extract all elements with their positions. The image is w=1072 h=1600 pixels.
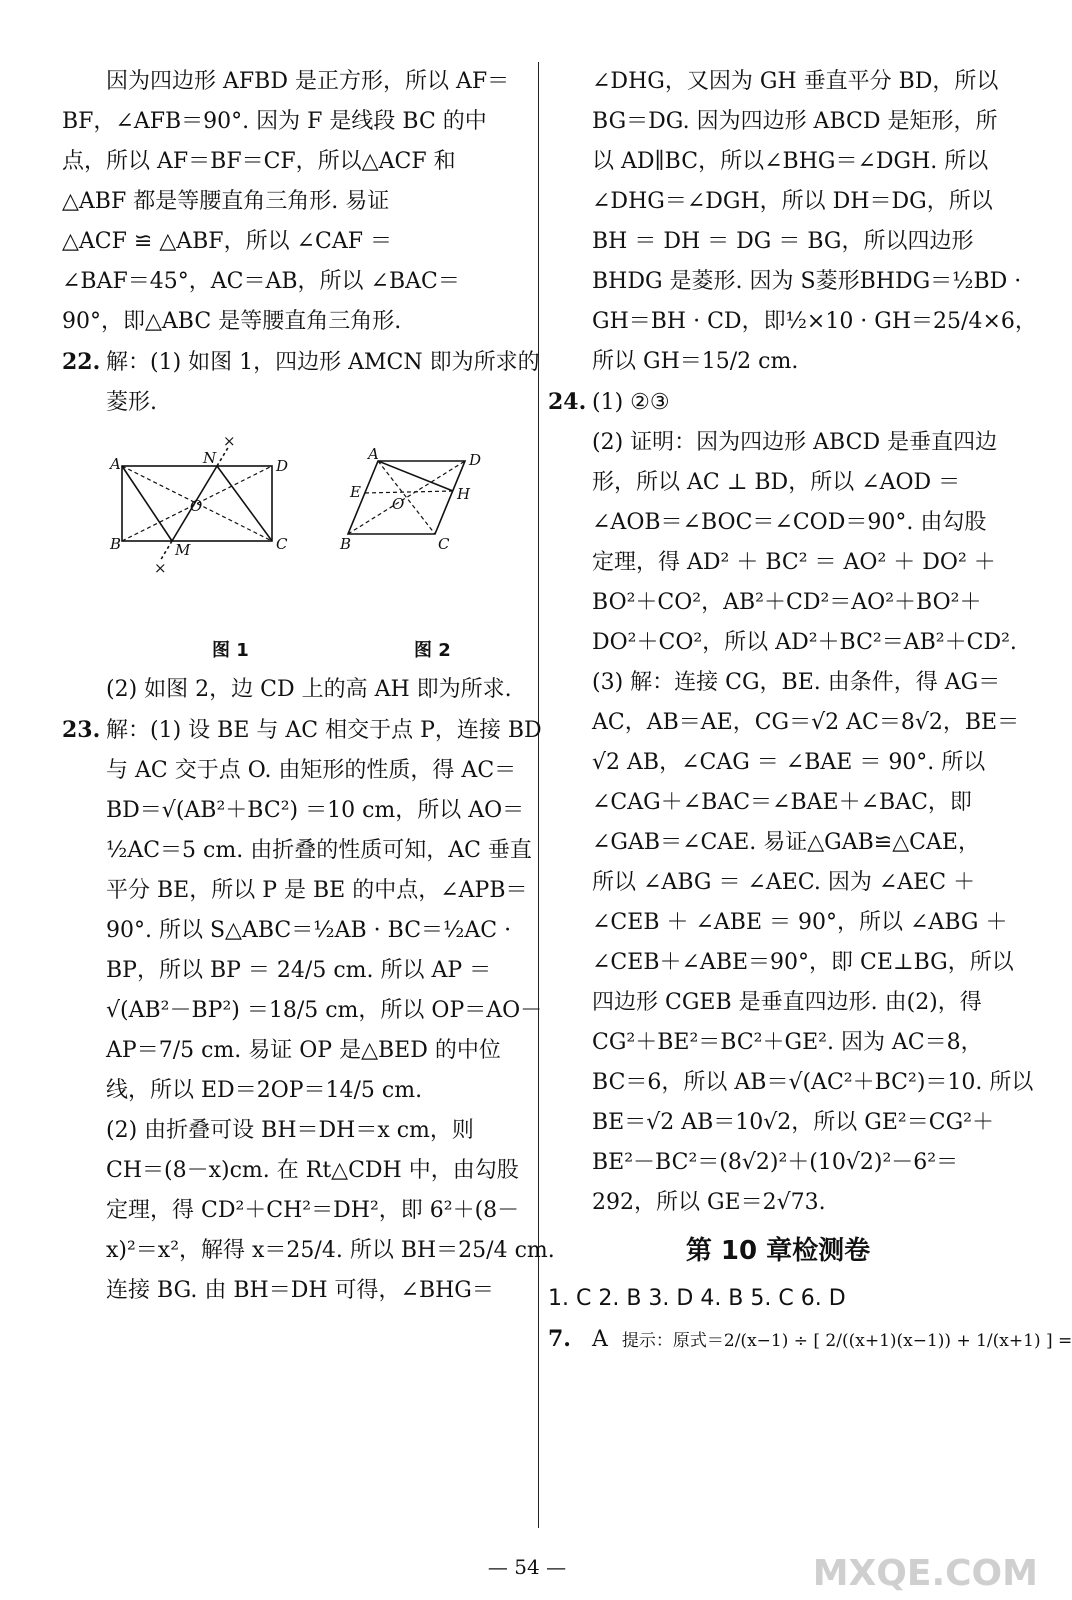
label-n: N	[203, 449, 217, 467]
figure-2-caption: 图 2	[414, 640, 451, 661]
text-line: ∠DHG＝∠DGH，所以 DH＝DG，所以	[592, 189, 993, 214]
answer-key-line: 1. C 2. B 3. D 4. B 5. C 6. D	[548, 1286, 846, 1311]
text-line: ∠DHG，又因为 GH 垂直平分 BD，所以	[592, 69, 999, 94]
text-line: 90°，即△ABC 是等腰直角三角形.	[62, 309, 402, 334]
label-b: B	[110, 535, 122, 553]
question-number: 7.	[548, 1326, 571, 1352]
label-b: B	[340, 535, 352, 553]
text-line: BF，∠AFB＝90°. 因为 F 是线段 BC 的中	[62, 109, 487, 134]
question-7	[548, 1319, 1072, 1361]
answer-choice: A	[592, 1327, 608, 1352]
question-number: 22.	[62, 349, 101, 375]
text-line: BHDG 是菱形. 因为 S菱形BHDG＝½BD ·	[592, 269, 1022, 294]
text-line: BG＝DG. 因为四边形 ABCD 是矩形，所	[592, 109, 998, 134]
text-line: ∠CAG＋∠BAC＝∠BAE＋∠BAC，即	[592, 790, 972, 815]
text-line: BP，所以 BP ＝ 24/5 cm. 所以 AP ＝	[106, 958, 492, 983]
text-line: (3) 解：连接 CG，BE. 由条件，得 AG＝	[592, 670, 1001, 695]
text-line: BD＝√(AB²＋BC²) ＝10 cm，所以 AO＝	[106, 798, 525, 823]
text-line: 点，所以 AF＝BF＝CF，所以△ACF 和	[62, 149, 456, 174]
text-line: CH＝(8－x)cm. 在 Rt△CDH 中，由勾股	[106, 1158, 519, 1183]
text-line: 解：(1) 如图 1，四边形 AMCN 即为所求的	[106, 350, 540, 375]
text-line: ∠AOB＝∠BOC＝∠COD＝90°. 由勾股	[592, 510, 987, 535]
label-d: D	[469, 451, 482, 469]
text-line: BO²＋CO²，AB²＋CD²＝AO²＋BO²＋	[592, 590, 982, 615]
arc-mark: ×	[223, 432, 236, 450]
text-line: ∠CEB＋∠ABE＝90°，即 CE⊥BG，所以	[592, 950, 1014, 975]
text-line: (1) ②③	[592, 390, 670, 415]
text-line: ½AC＝5 cm. 由折叠的性质可知，AC 垂直	[106, 838, 532, 863]
text-line: 线，所以 ED＝2OP＝14/5 cm.	[106, 1078, 423, 1103]
label-m: M	[175, 541, 191, 559]
text-line: AC，AB＝AE，CG＝√2 AC＝8√2，BE＝	[592, 710, 1020, 735]
label-h: H	[457, 485, 471, 503]
text-line: 因为四边形 AFBD 是正方形，所以 AF＝	[106, 69, 510, 94]
text-line: 平分 BE，所以 P 是 BE 的中点，∠APB＝	[106, 878, 528, 903]
text-line: △ACF ≌ △ABF，所以 ∠CAF ＝	[62, 229, 392, 254]
figure-1-caption: 图 1	[212, 640, 249, 661]
text-line: ∠GAB＝∠CAE. 易证△GAB≌△CAE，	[592, 830, 980, 855]
text-line: 四边形 CGEB 是垂直四边形. 由(2)，得	[592, 990, 982, 1015]
text-line: (2) 证明：因为四边形 ABCD 是垂直四边	[592, 430, 998, 455]
page-number: — 54 —	[487, 1555, 567, 1579]
label-a: A	[110, 455, 121, 473]
text-line: 连接 BG. 由 BH＝DH 可得，∠BHG＝	[106, 1278, 494, 1303]
question-22	[62, 342, 540, 383]
text-line: 以 AD∥BC，所以∠BHG＝∠DGH. 所以	[592, 149, 989, 174]
text-line: BE²－BC²＝(8√2)²＋(10√2)²－6²＝	[592, 1150, 959, 1175]
question-24	[548, 382, 1008, 423]
text-line: CG²＋BE²＝BC²＋GE². 因为 AC＝8，	[592, 1030, 983, 1055]
label-c: C	[438, 535, 450, 553]
text-line: 定理，得 CD²＋CH²＝DH²，即 6²＋(8－	[106, 1198, 520, 1223]
text-line: 90°. 所以 S△ABC＝½AB · BC＝½AC ·	[106, 918, 512, 943]
text-line: GH＝BH · CD，即½×10 · GH＝25/4×6，	[592, 309, 1037, 334]
text-line: DO²＋CO²，所以 AD²＋BC²＝AB²＋CD².	[592, 630, 1017, 655]
text-line: AP＝7/5 cm. 易证 OP 是△BED 的中位	[106, 1038, 501, 1063]
question-number: 23.	[62, 717, 101, 743]
right-column	[548, 62, 1072, 1361]
text-line: BE＝√2 AB＝10√2，所以 GE²＝CG²＋	[592, 1110, 994, 1135]
text-line: 292，所以 GE＝2√73.	[592, 1190, 826, 1215]
hint-text: 提示：原式＝2/(x−1) ÷ [ 2/((x+1)(x−1)) + 1/(x+1) ] =	[621, 1331, 1072, 1351]
label-e: E	[350, 483, 361, 501]
left-column	[62, 62, 555, 1311]
text-line: 所以 ∠ABG ＝ ∠AEC. 因为 ∠AEC ＋	[592, 870, 976, 895]
text-line: (2) 由折叠可设 BH＝DH＝x cm，则	[106, 1118, 474, 1143]
text-line: 定理，得 AD² ＋ BC² ＝ AO² ＋ DO² ＋	[592, 550, 996, 575]
text-line: △ABF 都是等腰直角三角形. 易证	[62, 189, 390, 214]
label-o: O	[190, 497, 203, 515]
text-line: 与 AC 交于点 O. 由矩形的性质，得 AC＝	[106, 758, 517, 783]
text-line: ∠BAF＝45°，AC＝AB，所以 ∠BAC＝	[62, 269, 460, 294]
text-line: BC＝6，所以 AB＝√(AC²＋BC²)＝10. 所以	[592, 1070, 1034, 1095]
text-line: √2 AB，∠CAG ＝ ∠BAE ＝ 90°. 所以	[592, 750, 986, 775]
text-line: x)²＝x²，解得 x＝25/4. 所以 BH＝25/4 cm.	[106, 1238, 555, 1263]
label-a: A	[368, 445, 379, 463]
column-divider	[538, 62, 539, 1528]
text-line: BH ＝ DH ＝ DG ＝ BG，所以四边形	[592, 229, 974, 254]
label-d: D	[276, 457, 289, 475]
text-line: 菱形.	[106, 390, 157, 415]
question-23	[62, 710, 542, 751]
figures-22	[62, 431, 526, 666]
text-line: (2) 如图 2，边 CD 上的高 AH 即为所求.	[106, 677, 512, 702]
text-line: 所以 GH＝15/2 cm.	[592, 349, 799, 374]
question-number: 24.	[548, 389, 587, 415]
figure-1-rectangle-diagram	[102, 431, 312, 606]
text-line: √(AB²－BP²) ＝18/5 cm，所以 OP＝AO－	[106, 998, 543, 1023]
watermark-logo: MXQE.COM	[812, 1553, 1038, 1594]
text-line: ∠CEB ＋ ∠ABE ＝ 90°，所以 ∠ABG ＋	[592, 910, 1008, 935]
text-line: 形，所以 AC ⊥ BD，所以 ∠AOD ＝	[592, 470, 961, 495]
chapter-title: 第 10 章检测卷	[685, 1236, 871, 1266]
text-line: 解：(1) 设 BE 与 AC 相交于点 P，连接 BD	[106, 718, 542, 743]
label-c: C	[276, 535, 288, 553]
label-o: O	[392, 495, 405, 513]
arc-mark: ×	[154, 559, 167, 577]
figure-2-parallelogram-diagram	[340, 445, 510, 579]
